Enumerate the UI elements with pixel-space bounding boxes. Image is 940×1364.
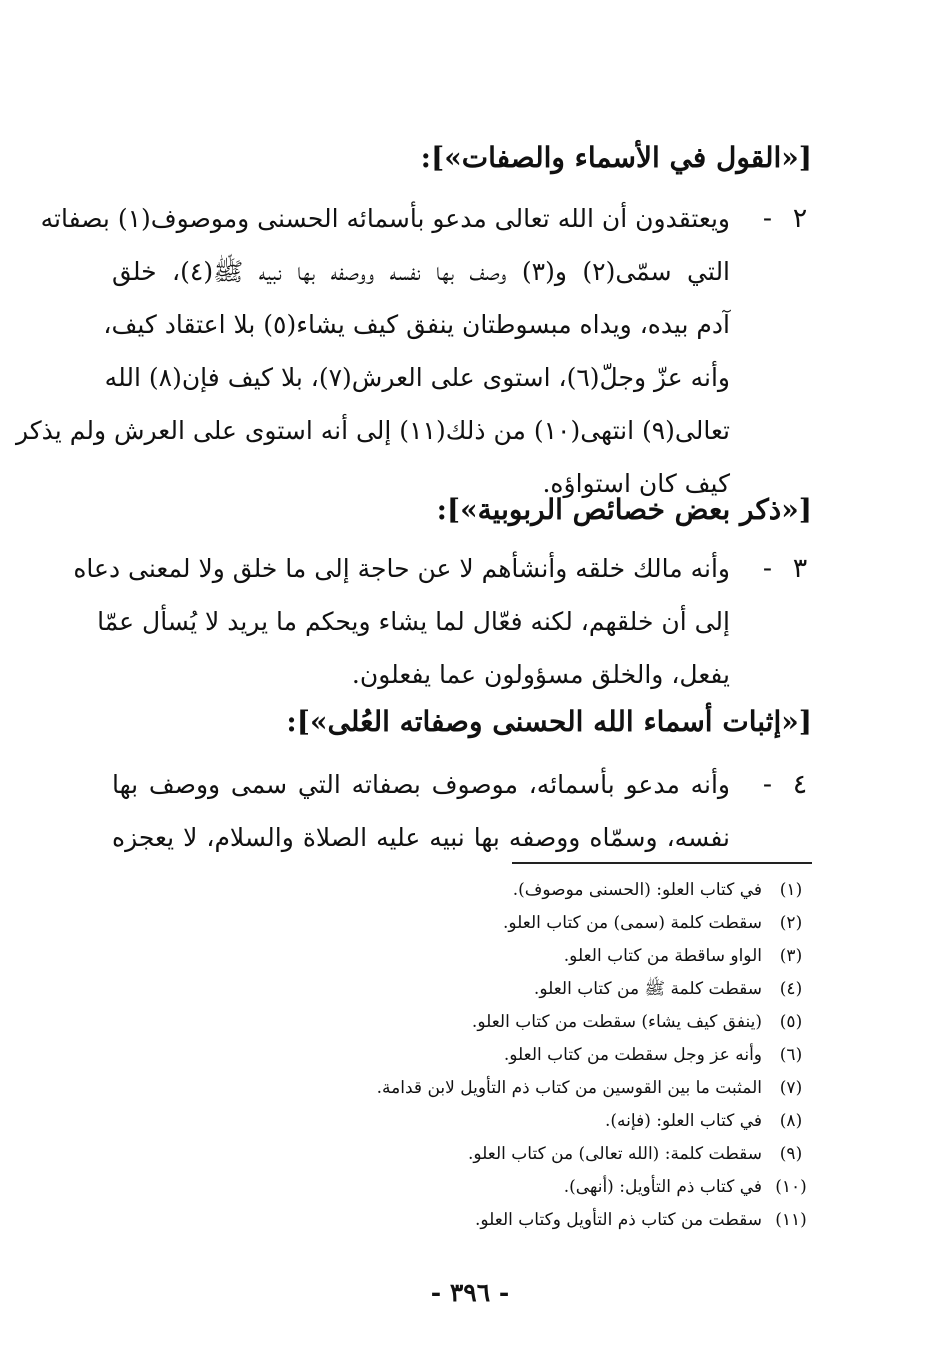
footnote-text: (ينفق كيف يشاء) سقطت من كتاب العلو. xyxy=(471,1012,762,1032)
text-line: آدم بيده، ويداه مبسوطتان ينفق كيف يشاء(٥) بلا اعتقاد كيف، xyxy=(103,310,730,339)
footnote xyxy=(112,1072,812,1105)
footnote-number: (٢) xyxy=(779,913,803,933)
section-heading-names-and-attributes: [«القول في الأسماء والصفات»]: xyxy=(420,141,812,174)
footnote xyxy=(112,973,812,1006)
text-line: نفسه، وسمّاه ووصفه بها نبيه عليه الصلاة والسلام، لا يعجزه xyxy=(112,823,730,852)
text-line: ويعتقدون أن الله تعالى مدعو بأسمائه الحسنى وموصوف(١) بصفاته xyxy=(40,204,730,233)
footnote-number: (٦) xyxy=(779,1045,803,1065)
footnote xyxy=(112,1138,812,1171)
text-line: كيف كان استواؤه. xyxy=(542,469,730,498)
text-line: يفعل، والخلق مسؤولون عما يفعلون. xyxy=(351,660,730,689)
footnote xyxy=(112,874,812,907)
footnote-number: (١) xyxy=(779,880,803,900)
text-line: تعالى(٩) انتهى(١٠) من ذلك(١١) إلى أنه استوى على العرش ولم يذكر xyxy=(15,416,730,445)
footnote-text: سقطت كلمة (سمى) من كتاب العلو. xyxy=(502,913,762,933)
footnote-number: (١١) xyxy=(775,1210,807,1230)
footnotes xyxy=(112,874,812,1237)
footnote-text: المثبت ما بين القوسين من كتاب ذم التأويل لابن قدامة. xyxy=(376,1078,762,1098)
section-heading-lordship-traits: [«ذكر بعض خصائص الربوبية»]: xyxy=(436,493,812,526)
paragraph-text xyxy=(73,542,730,701)
footnote xyxy=(112,940,812,973)
footnote xyxy=(112,907,812,940)
footnote-text: وأنه عز وجل سقطت من كتاب العلو. xyxy=(503,1045,762,1065)
footnote-text: سقطت كلمة ﷺ من كتاب العلو. xyxy=(533,979,762,999)
footnote-text: في كتاب العلو: (فإنه). xyxy=(605,1111,762,1131)
text-line: إلى أن خلقهم، لكنه فعّال لما يشاء ويحكم ما يريد لا يُسأل عمّا xyxy=(97,607,730,636)
footnote-number: (٧) xyxy=(779,1078,803,1098)
footnote-text: سقطت كلمة: (الله تعالى) من كتاب العلو. xyxy=(467,1144,762,1164)
footnote-number: (٥) xyxy=(779,1012,803,1032)
footnote-number: (٨) xyxy=(779,1111,803,1131)
footnote-text: الواو ساقطة من كتاب العلو. xyxy=(563,946,762,966)
footnote xyxy=(112,1006,812,1039)
footnote xyxy=(112,1105,812,1138)
text-line: وأنه عزّ وجلّ(٦)، استوى على العرش(٧)، بلا كيف فإن(٨) الله xyxy=(104,363,730,392)
section-heading-affirming-names: [«إثبات أسماء الله الحسنى وصفاته العُلى»]: xyxy=(286,705,812,738)
footnote-number: (٩) xyxy=(779,1144,803,1164)
item-dash: - xyxy=(762,203,772,234)
footnote-number: (٣) xyxy=(779,946,803,966)
item-number: ٤ xyxy=(792,769,808,800)
item-number: ٣ xyxy=(792,553,808,584)
page-number: - ٣٩٦ - xyxy=(430,1278,510,1307)
paragraph-text xyxy=(15,192,731,510)
footnote-text: في كتاب ذم التأويل: (أنهى). xyxy=(563,1177,762,1197)
footnote-number: (١٠) xyxy=(775,1177,807,1197)
text-line: وأنه مالك خلقه وأنشأهم لا عن حاجة إلى ما خلق ولا لمعنى دعاه xyxy=(73,554,730,583)
footnote xyxy=(112,1039,812,1072)
item-number: ٢ xyxy=(792,203,808,234)
footnote xyxy=(112,1204,812,1237)
item-dash: - xyxy=(762,553,772,584)
footnote-number: (٤) xyxy=(779,979,803,999)
footnote-separator xyxy=(512,862,812,864)
footnote-text: سقطت من كتاب ذم التأويل وكتاب العلو. xyxy=(474,1210,762,1230)
footnote xyxy=(112,1171,812,1204)
item-dash: - xyxy=(762,769,772,800)
text-line: التي سمّى(٢) و(٣) وصف بها نفسه ووصفه بها نبيه ﷺ(٤)، خلق xyxy=(112,257,731,286)
paragraph-text xyxy=(112,758,730,864)
text-line: وأنه مدعو بأسمائه، موصوف بصفاته التي سمى ووصف بها xyxy=(112,770,730,799)
footnote-text: في كتاب العلو: (الحسنى موصوف). xyxy=(512,880,762,900)
